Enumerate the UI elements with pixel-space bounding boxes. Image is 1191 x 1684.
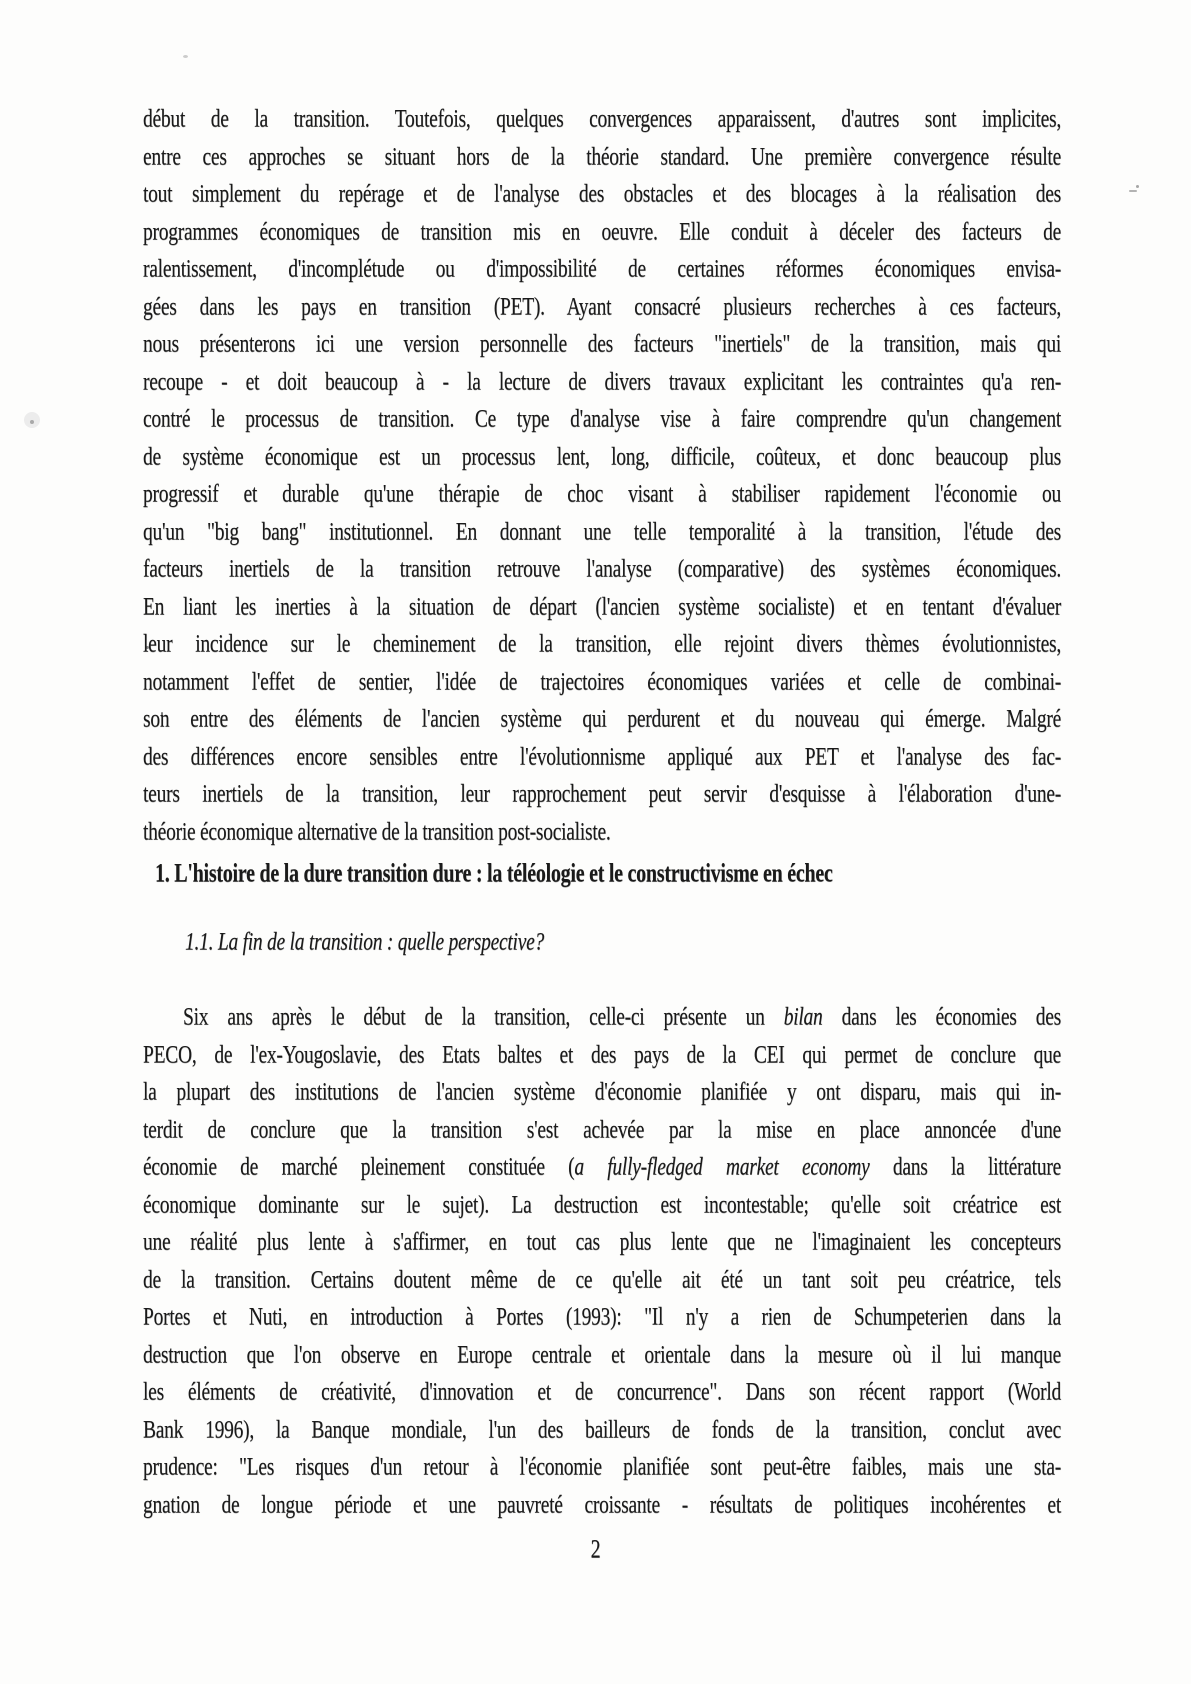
text-line: recoupe - et doit beaucoup à - la lecture de divers travaux explicitant les contraintes qu'a ren- xyxy=(143,368,1061,396)
scan-speck xyxy=(30,420,34,424)
section-heading: 1. L'histoire de la dure transition dure : la téléologie et le constructivisme en échec xyxy=(155,859,833,889)
paragraph-six-ans xyxy=(143,999,1061,1524)
text-line: début de la transition. Toutefois, quelques convergences apparaissent, d'autres sont implicites, xyxy=(143,105,1061,134)
text-line: facteurs inertiels de la transition retrouve l'analyse (comparative) des systèmes économiques. xyxy=(143,555,1061,584)
text-line: contré le processus de transition. Ce type d'analyse vise à faire comprendre qu'un changement xyxy=(143,405,1061,434)
text-line: théorie économique alternative de la transition post-socialiste. xyxy=(143,818,611,846)
text-line: programmes économiques de transition mis en oeuvre. Elle conduit à déceler des facteurs de xyxy=(143,218,1061,246)
text-line: de la transition. Certains doutent même de ce qu'elle ait été un tant soit peu créatrice, tels xyxy=(143,1266,1061,1294)
text-line: des différences encore sensibles entre l'évolutionnisme appliqué aux PET et l'analyse des fac- xyxy=(143,743,1061,771)
text-line: notamment l'effet de sentier, l'idée de trajectoires économiques variées et celle de combinai- xyxy=(143,668,1061,696)
page-number: 2 xyxy=(590,1535,601,1565)
text-line: progressif et durable qu'une thérapie de choc visant à stabiliser rapidement l'économie ou xyxy=(143,480,1061,509)
text-line: teurs inertiels de la transition, leur rapprochement peut servir d'esquisse à l'élaboration d'une- xyxy=(143,780,1061,809)
paragraph-continuation xyxy=(143,101,1061,851)
text-line: une réalité plus lente à s'affirmer, en tout cas plus lente que ne l'imaginaient les concepteurs xyxy=(143,1228,1061,1257)
text-line: terdit de conclure que la transition s'est achevée par la mise en place annoncée d'une xyxy=(143,1116,1061,1144)
text-line: PECO, de l'ex-Yougoslavie, des Etats baltes et des pays de la CEI qui permet de conclure que xyxy=(143,1041,1061,1069)
scan-speck xyxy=(183,55,188,58)
text-line: de système économique est un processus lent, long, difficile, coûteux, et donc beaucoup plus xyxy=(143,443,1061,471)
text-line: la plupart des institutions de l'ancien système d'économie planifiée y ont disparu, mais qui in- xyxy=(143,1078,1061,1107)
text-line: Six ans après le début de la transition, celle-ci présente un bilan dans les économies des xyxy=(183,1003,1061,1032)
text-line: gnation de longue période et une pauvreté croissante - résultats de politiques incohérentes et xyxy=(143,1491,1061,1519)
subsection-heading: 1.1. La fin de la transition : quelle perspective? xyxy=(185,928,545,957)
text-line: Bank 1996), la Banque mondiale, l'un des bailleurs de fonds de la transition, conclut avec xyxy=(143,1416,1061,1444)
text-line: qu'un "big bang" institutionnel. En donnant une telle temporalité à la transition, l'étude des xyxy=(143,518,1061,546)
text-line: Portes et Nuti, en introduction à Portes (1993): "Il n'y a rien de Schumpeterien dans la xyxy=(143,1303,1061,1332)
text-line: tout simplement du repérage et de l'analyse des obstacles et des blocages à la réalisation des xyxy=(143,180,1061,209)
text-line: ralentissement, d'incomplétude ou d'impossibilité de certaines réformes économiques envisa- xyxy=(143,255,1061,284)
text-line: En liant les inerties à la situation de départ (l'ancien système socialiste) et en tentant d'évaluer xyxy=(143,593,1061,621)
scan-speck xyxy=(1129,190,1137,192)
text-line: économique dominante sur le sujet). La destruction est incontestable; qu'elle soit créatrice est xyxy=(143,1191,1061,1219)
text-line: entre ces approches se situant hors de la théorie standard. Une première convergence résulte xyxy=(143,143,1061,171)
scan-speck xyxy=(1136,185,1139,188)
text-line: les éléments de créativité, d'innovation et de concurrence". Dans son récent rapport (World xyxy=(143,1378,1061,1407)
text-line: gées dans les pays en transition (PET). Ayant consacré plusieurs recherches à ces facteurs, xyxy=(143,293,1061,321)
text-line: destruction que l'on observe en Europe centrale et orientale dans la mesure où il lui manque xyxy=(143,1341,1061,1369)
text-line: prudence: "Les risques d'un retour à l'économie planifiée sont peut-être faibles, mais une sta- xyxy=(143,1453,1061,1482)
text-line: nous présenterons ici une version personnelle des facteurs "inertiels" de la transition, mais qui xyxy=(143,330,1061,359)
text-line: économie de marché pleinement constituée (a fully-fledged market economy dans la littérature xyxy=(143,1153,1061,1182)
text-line: leur incidence sur le cheminement de la transition, elle rejoint divers thèmes évolutionnistes, xyxy=(143,630,1061,659)
text-line: son entre des éléments de l'ancien système qui perdurent et du nouveau qui émerge. Malgré xyxy=(143,705,1061,734)
